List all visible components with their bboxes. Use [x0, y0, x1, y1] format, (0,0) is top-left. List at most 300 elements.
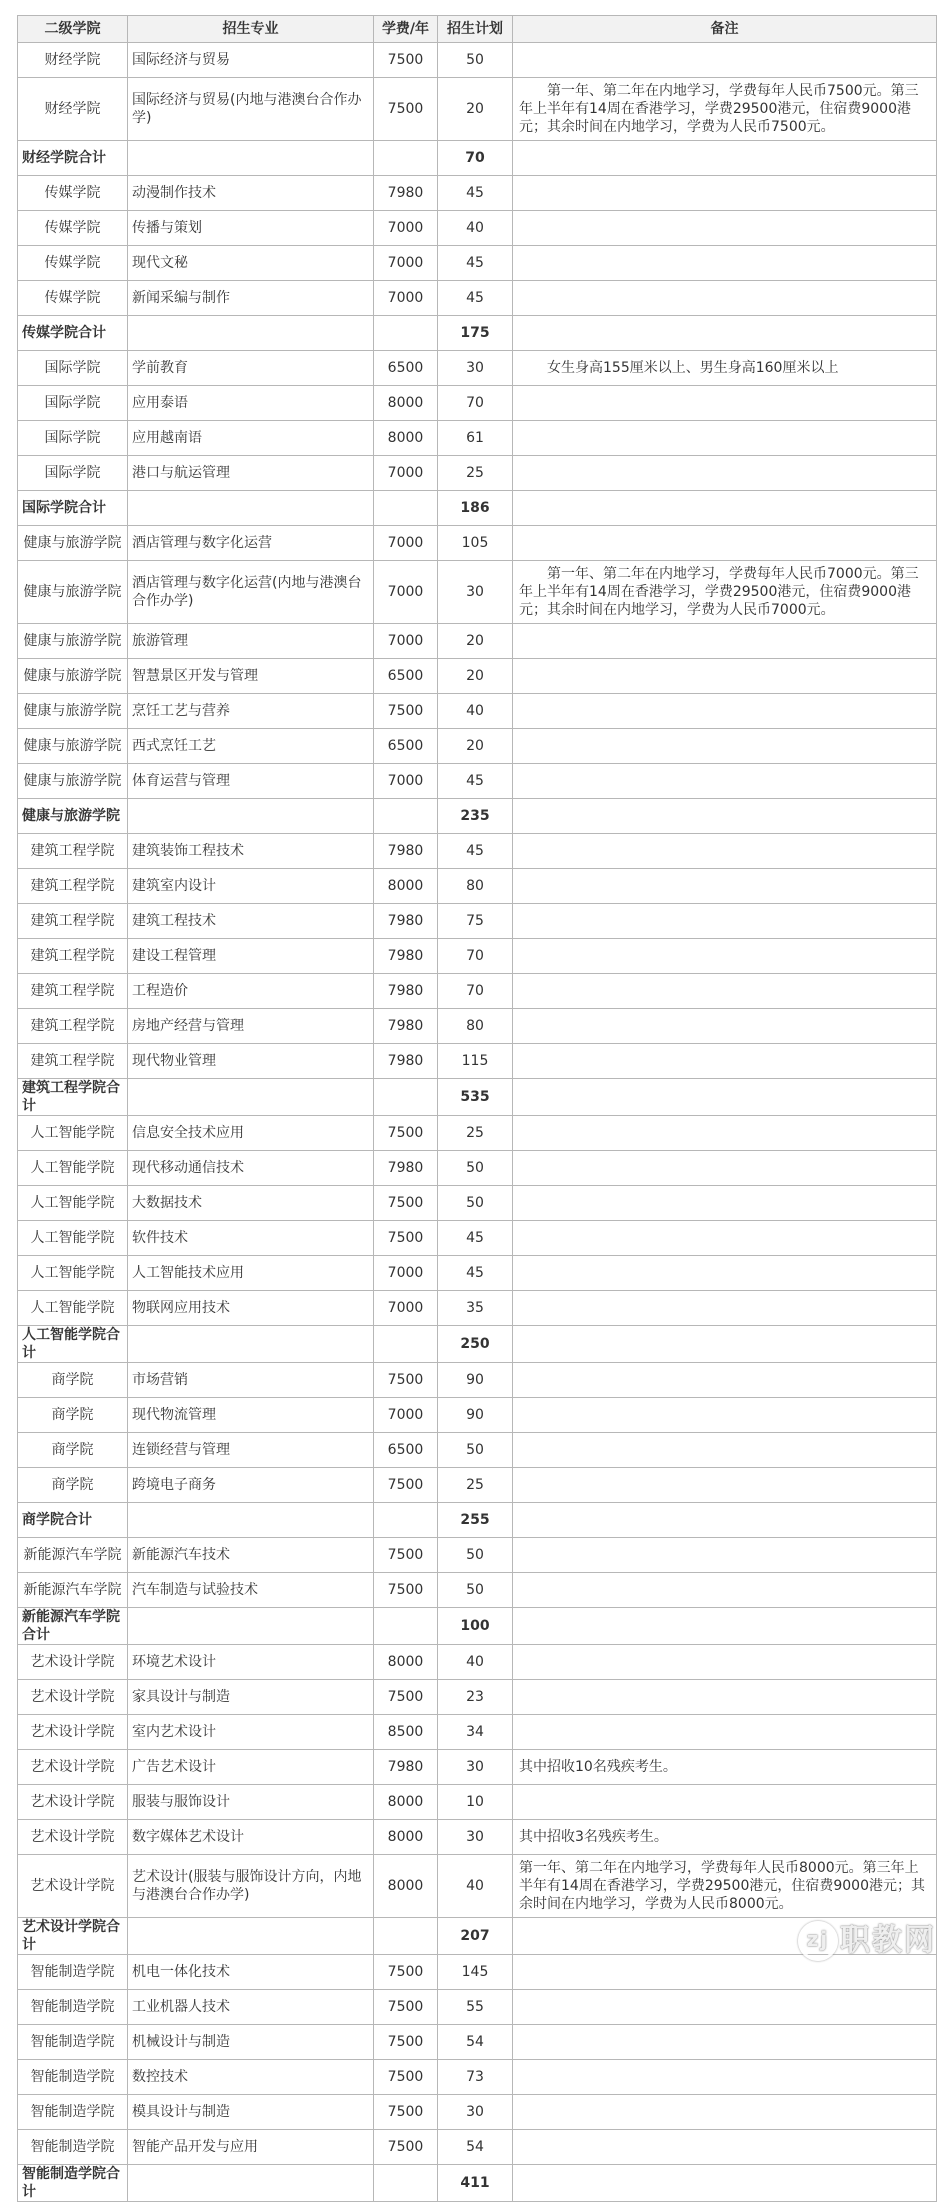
major-cell: 服装与服饰设计 [128, 1785, 374, 1820]
table-row [18, 869, 937, 904]
plan-cell: 90 [438, 1398, 513, 1433]
tuition-cell: 7980 [374, 1750, 438, 1785]
subtotal-row [18, 1326, 937, 1363]
plan-cell: 54 [438, 2025, 513, 2060]
table-row [18, 281, 937, 316]
subtotal-row [18, 316, 937, 351]
remarks-cell [513, 1785, 937, 1820]
remarks-cell [513, 1116, 937, 1151]
remarks-cell [513, 659, 937, 694]
plan-cell: 70 [438, 939, 513, 974]
remarks-cell [513, 939, 937, 974]
major-cell [128, 1079, 374, 1116]
table-row [18, 211, 937, 246]
tuition-cell: 6500 [374, 351, 438, 386]
plan-cell: 25 [438, 1468, 513, 1503]
college-cell: 健康与旅游学院 [18, 764, 128, 799]
college-cell: 艺术设计学院 [18, 1785, 128, 1820]
major-cell: 酒店管理与数字化运营 [128, 526, 374, 561]
college-cell: 新能源汽车学院 [18, 1573, 128, 1608]
tuition-cell: 7500 [374, 1221, 438, 1256]
college-cell: 艺术设计学院 [18, 1680, 128, 1715]
tuition-cell: 7500 [374, 1186, 438, 1221]
college-cell: 国际学院合计 [18, 491, 128, 526]
plan-cell: 20 [438, 624, 513, 659]
subtotal-row [18, 2165, 937, 2202]
remarks-cell [513, 1079, 937, 1116]
plan-cell: 23 [438, 1680, 513, 1715]
major-cell: 智慧景区开发与管理 [128, 659, 374, 694]
plan-cell: 73 [438, 2060, 513, 2095]
college-cell: 艺术设计学院 [18, 1855, 128, 1918]
plan-cell: 30 [438, 1750, 513, 1785]
table-row [18, 1009, 937, 1044]
table-row [18, 729, 937, 764]
college-cell: 人工智能学院 [18, 1221, 128, 1256]
plan-cell: 20 [438, 78, 513, 141]
plan-cell: 25 [438, 1116, 513, 1151]
plan-cell: 10 [438, 1785, 513, 1820]
college-cell: 艺术设计学院 [18, 1750, 128, 1785]
remarks-cell [513, 1645, 937, 1680]
college-cell: 智能制造学院 [18, 1955, 128, 1990]
college-cell: 智能制造学院 [18, 2060, 128, 2095]
college-cell: 财经学院合计 [18, 141, 128, 176]
remarks-cell [513, 1009, 937, 1044]
college-cell: 人工智能学院 [18, 1151, 128, 1186]
enrollment-plan-table [17, 15, 937, 2202]
college-cell: 健康与旅游学院 [18, 561, 128, 624]
major-cell: 传播与策划 [128, 211, 374, 246]
table-row [18, 834, 937, 869]
table-row [18, 1433, 937, 1468]
tuition-cell: 7000 [374, 1398, 438, 1433]
major-cell: 港口与航运管理 [128, 456, 374, 491]
major-cell: 信息安全技术应用 [128, 1116, 374, 1151]
remarks-cell [513, 2025, 937, 2060]
plan-cell: 30 [438, 1820, 513, 1855]
remarks-cell [513, 1291, 937, 1326]
table-row [18, 694, 937, 729]
tuition-cell: 8500 [374, 1715, 438, 1750]
tuition-cell: 7980 [374, 939, 438, 974]
remarks-cell [513, 281, 937, 316]
remarks-cell [513, 1680, 937, 1715]
major-cell: 新闻采编与制作 [128, 281, 374, 316]
remarks-cell [513, 869, 937, 904]
tuition-cell [374, 1503, 438, 1538]
college-cell: 传媒学院 [18, 211, 128, 246]
subtotal-row [18, 141, 937, 176]
header-plan: 招生计划 [438, 16, 513, 43]
college-cell: 国际学院 [18, 386, 128, 421]
tuition-cell: 7500 [374, 694, 438, 729]
table-row [18, 561, 937, 624]
header-major: 招生专业 [128, 16, 374, 43]
watermark-logo-icon: zj [798, 1921, 838, 1961]
major-cell [128, 1608, 374, 1645]
tuition-cell [374, 799, 438, 834]
tuition-cell: 7500 [374, 1116, 438, 1151]
tuition-cell: 7000 [374, 246, 438, 281]
remarks-cell [513, 764, 937, 799]
site-watermark [798, 1915, 936, 1962]
tuition-cell [374, 1079, 438, 1116]
remarks-cell [513, 799, 937, 834]
table-row [18, 1645, 937, 1680]
major-cell: 工程造价 [128, 974, 374, 1009]
tuition-cell: 7980 [374, 1044, 438, 1079]
remarks-cell [513, 729, 937, 764]
table-row [18, 2060, 937, 2095]
major-cell: 国际经济与贸易(内地与港澳台合作办学) [128, 78, 374, 141]
major-cell: 烹饪工艺与营养 [128, 694, 374, 729]
tuition-cell: 7980 [374, 1151, 438, 1186]
remarks-cell [513, 456, 937, 491]
college-cell: 健康与旅游学院 [18, 799, 128, 834]
remarks-cell [513, 526, 937, 561]
plan-cell: 35 [438, 1291, 513, 1326]
tuition-cell: 7500 [374, 1990, 438, 2025]
remarks-cell [513, 1990, 937, 2025]
remarks-cell [513, 246, 937, 281]
major-cell [128, 1326, 374, 1363]
header-tuition: 学费/年 [374, 16, 438, 43]
college-cell: 商学院 [18, 1363, 128, 1398]
major-cell: 汽车制造与试验技术 [128, 1573, 374, 1608]
plan-cell: 70 [438, 974, 513, 1009]
table-row [18, 1044, 937, 1079]
tuition-cell: 7500 [374, 78, 438, 141]
college-cell: 商学院 [18, 1398, 128, 1433]
remarks-cell: 其中招收10名残疾考生。 [513, 1750, 937, 1785]
college-cell: 财经学院 [18, 78, 128, 141]
table-body [18, 43, 937, 2202]
college-cell: 艺术设计学院 [18, 1820, 128, 1855]
tuition-cell: 7980 [374, 176, 438, 211]
table-row [18, 1538, 937, 1573]
remarks-cell [513, 421, 937, 456]
major-cell: 应用越南语 [128, 421, 374, 456]
major-cell: 体育运营与管理 [128, 764, 374, 799]
major-cell: 现代移动通信技术 [128, 1151, 374, 1186]
header-remarks: 备注 [513, 16, 937, 43]
major-cell: 数控技术 [128, 2060, 374, 2095]
table-row [18, 624, 937, 659]
college-cell: 健康与旅游学院 [18, 526, 128, 561]
college-cell: 建筑工程学院合计 [18, 1079, 128, 1116]
plan-cell: 40 [438, 1855, 513, 1918]
remarks-cell [513, 491, 937, 526]
college-cell: 智能制造学院 [18, 2095, 128, 2130]
college-cell: 建筑工程学院 [18, 1009, 128, 1044]
remarks-cell [513, 316, 937, 351]
college-cell: 建筑工程学院 [18, 974, 128, 1009]
major-cell: 旅游管理 [128, 624, 374, 659]
college-cell: 财经学院 [18, 43, 128, 78]
major-cell: 数字媒体艺术设计 [128, 1820, 374, 1855]
college-cell: 人工智能学院 [18, 1256, 128, 1291]
plan-cell: 45 [438, 834, 513, 869]
header-college: 二级学院 [18, 16, 128, 43]
remarks-cell [513, 211, 937, 246]
college-cell: 新能源汽车学院合计 [18, 1608, 128, 1645]
table-row [18, 2095, 937, 2130]
college-cell: 艺术设计学院合计 [18, 1918, 128, 1955]
remarks-cell [513, 974, 937, 1009]
college-cell: 艺术设计学院 [18, 1645, 128, 1680]
table-row [18, 1291, 937, 1326]
plan-cell: 30 [438, 561, 513, 624]
table-row [18, 1186, 937, 1221]
tuition-cell [374, 2165, 438, 2202]
college-cell: 建筑工程学院 [18, 904, 128, 939]
table-row [18, 1715, 937, 1750]
plan-cell: 145 [438, 1955, 513, 1990]
major-cell: 艺术设计(服装与服饰设计方向，内地与港澳台合作办学) [128, 1855, 374, 1918]
plan-cell: 70 [438, 141, 513, 176]
tuition-cell: 8000 [374, 1820, 438, 1855]
watermark-text: 职教网 [840, 1922, 936, 1958]
major-cell: 软件技术 [128, 1221, 374, 1256]
major-cell [128, 1503, 374, 1538]
major-cell [128, 1918, 374, 1955]
college-cell: 人工智能学院 [18, 1186, 128, 1221]
major-cell: 机电一体化技术 [128, 1955, 374, 1990]
table-row [18, 386, 937, 421]
table-row [18, 246, 937, 281]
plan-cell: 235 [438, 799, 513, 834]
table-row [18, 1573, 937, 1608]
plan-cell: 40 [438, 1645, 513, 1680]
major-cell: 国际经济与贸易 [128, 43, 374, 78]
tuition-cell: 7500 [374, 1955, 438, 1990]
college-cell: 建筑工程学院 [18, 1044, 128, 1079]
tuition-cell: 7000 [374, 1291, 438, 1326]
remarks-cell [513, 2060, 937, 2095]
major-cell: 机械设计与制造 [128, 2025, 374, 2060]
subtotal-row [18, 1079, 937, 1116]
plan-cell: 34 [438, 1715, 513, 1750]
major-cell: 室内艺术设计 [128, 1715, 374, 1750]
plan-cell: 80 [438, 869, 513, 904]
remarks-cell [513, 2165, 937, 2202]
table-row [18, 1363, 937, 1398]
remarks-cell [513, 1363, 937, 1398]
major-cell: 环境艺术设计 [128, 1645, 374, 1680]
plan-cell: 80 [438, 1009, 513, 1044]
plan-cell: 30 [438, 351, 513, 386]
plan-cell: 75 [438, 904, 513, 939]
college-cell: 建筑工程学院 [18, 834, 128, 869]
major-cell: 建筑室内设计 [128, 869, 374, 904]
plan-cell: 45 [438, 1256, 513, 1291]
tuition-cell: 7500 [374, 2095, 438, 2130]
tuition-cell: 8000 [374, 1785, 438, 1820]
college-cell: 艺术设计学院 [18, 1715, 128, 1750]
table-row [18, 78, 937, 141]
major-cell: 人工智能技术应用 [128, 1256, 374, 1291]
remarks-cell [513, 2130, 937, 2165]
table-row [18, 974, 937, 1009]
tuition-cell: 7500 [374, 1680, 438, 1715]
major-cell: 现代物业管理 [128, 1044, 374, 1079]
remarks-cell: 第一年、第二年在内地学习，学费每年人民币7500元。第三年上半年有14周在香港学习，学费29500港元，住宿费9000港元；其余时间在内地学习，学费为人民币7500元。 [513, 78, 937, 141]
remarks-cell [513, 1573, 937, 1608]
remarks-cell [513, 1398, 937, 1433]
tuition-cell: 7000 [374, 281, 438, 316]
plan-cell: 45 [438, 281, 513, 316]
tuition-cell: 7000 [374, 211, 438, 246]
college-cell: 智能制造学院合计 [18, 2165, 128, 2202]
plan-cell: 45 [438, 764, 513, 799]
tuition-cell: 7500 [374, 1468, 438, 1503]
remarks-cell [513, 176, 937, 211]
major-cell [128, 316, 374, 351]
college-cell: 国际学院 [18, 351, 128, 386]
remarks-cell [513, 1468, 937, 1503]
table-row [18, 1855, 937, 1918]
tuition-cell: 7000 [374, 624, 438, 659]
major-cell [128, 491, 374, 526]
remarks-cell [513, 1186, 937, 1221]
major-cell: 跨境电子商务 [128, 1468, 374, 1503]
major-cell: 现代物流管理 [128, 1398, 374, 1433]
table-row [18, 43, 937, 78]
major-cell: 家具设计与制造 [128, 1680, 374, 1715]
college-cell: 健康与旅游学院 [18, 694, 128, 729]
table-header-row [18, 16, 937, 43]
tuition-cell: 6500 [374, 729, 438, 764]
tuition-cell: 7500 [374, 2130, 438, 2165]
table-row [18, 1116, 937, 1151]
table-row [18, 1256, 937, 1291]
tuition-cell: 8000 [374, 421, 438, 456]
tuition-cell: 8000 [374, 869, 438, 904]
plan-cell: 411 [438, 2165, 513, 2202]
plan-cell: 20 [438, 659, 513, 694]
table-row [18, 1151, 937, 1186]
tuition-cell: 8000 [374, 1645, 438, 1680]
plan-cell: 40 [438, 694, 513, 729]
remarks-cell [513, 1221, 937, 1256]
college-cell: 健康与旅游学院 [18, 624, 128, 659]
plan-cell: 90 [438, 1363, 513, 1398]
table-row [18, 526, 937, 561]
major-cell: 学前教育 [128, 351, 374, 386]
tuition-cell: 7500 [374, 2025, 438, 2060]
table-row [18, 421, 937, 456]
table-row [18, 1820, 937, 1855]
table-row [18, 1398, 937, 1433]
major-cell: 广告艺术设计 [128, 1750, 374, 1785]
remarks-cell [513, 1256, 937, 1291]
table-row [18, 904, 937, 939]
major-cell: 现代文秘 [128, 246, 374, 281]
remarks-cell [513, 2095, 937, 2130]
plan-cell: 175 [438, 316, 513, 351]
tuition-cell: 8000 [374, 1855, 438, 1918]
subtotal-row [18, 799, 937, 834]
table-row [18, 939, 937, 974]
remarks-cell [513, 1608, 937, 1645]
tuition-cell [374, 1326, 438, 1363]
table-row [18, 659, 937, 694]
college-cell: 健康与旅游学院 [18, 659, 128, 694]
plan-cell: 535 [438, 1079, 513, 1116]
plan-cell: 30 [438, 2095, 513, 2130]
remarks-cell [513, 1151, 937, 1186]
table-row [18, 764, 937, 799]
plan-cell: 100 [438, 1608, 513, 1645]
tuition-cell: 7500 [374, 2060, 438, 2095]
major-cell: 市场营销 [128, 1363, 374, 1398]
major-cell: 建筑工程技术 [128, 904, 374, 939]
major-cell [128, 2165, 374, 2202]
plan-cell: 20 [438, 729, 513, 764]
tuition-cell [374, 1918, 438, 1955]
table-row [18, 1221, 937, 1256]
college-cell: 智能制造学院 [18, 2025, 128, 2060]
plan-cell: 55 [438, 1990, 513, 2025]
college-cell: 商学院合计 [18, 1503, 128, 1538]
college-cell: 商学院 [18, 1433, 128, 1468]
major-cell: 西式烹饪工艺 [128, 729, 374, 764]
remarks-cell [513, 1433, 937, 1468]
remarks-cell [513, 141, 937, 176]
college-cell: 国际学院 [18, 421, 128, 456]
major-cell: 应用泰语 [128, 386, 374, 421]
plan-cell: 50 [438, 1186, 513, 1221]
remarks-cell [513, 1538, 937, 1573]
tuition-cell: 7500 [374, 43, 438, 78]
remarks-cell [513, 1326, 937, 1363]
plan-cell: 255 [438, 1503, 513, 1538]
tuition-cell: 7980 [374, 904, 438, 939]
major-cell: 模具设计与制造 [128, 2095, 374, 2130]
plan-cell: 61 [438, 421, 513, 456]
remarks-cell [513, 1503, 937, 1538]
tuition-cell: 7980 [374, 1009, 438, 1044]
college-cell: 传媒学院合计 [18, 316, 128, 351]
tuition-cell: 7000 [374, 526, 438, 561]
plan-cell: 50 [438, 1151, 513, 1186]
plan-cell: 250 [438, 1326, 513, 1363]
plan-cell: 115 [438, 1044, 513, 1079]
college-cell: 人工智能学院 [18, 1291, 128, 1326]
college-cell: 传媒学院 [18, 281, 128, 316]
table-row [18, 1468, 937, 1503]
major-cell: 动漫制作技术 [128, 176, 374, 211]
major-cell: 新能源汽车技术 [128, 1538, 374, 1573]
major-cell: 连锁经营与管理 [128, 1433, 374, 1468]
table-row [18, 1990, 937, 2025]
plan-cell: 54 [438, 2130, 513, 2165]
plan-cell: 45 [438, 1221, 513, 1256]
remarks-cell [513, 1044, 937, 1079]
college-cell: 国际学院 [18, 456, 128, 491]
remarks-cell [513, 904, 937, 939]
tuition-cell: 6500 [374, 1433, 438, 1468]
table-row [18, 1680, 937, 1715]
plan-cell: 105 [438, 526, 513, 561]
major-cell: 建设工程管理 [128, 939, 374, 974]
remarks-cell [513, 386, 937, 421]
tuition-cell [374, 141, 438, 176]
table-row [18, 176, 937, 211]
table-row [18, 2130, 937, 2165]
tuition-cell: 7500 [374, 1363, 438, 1398]
